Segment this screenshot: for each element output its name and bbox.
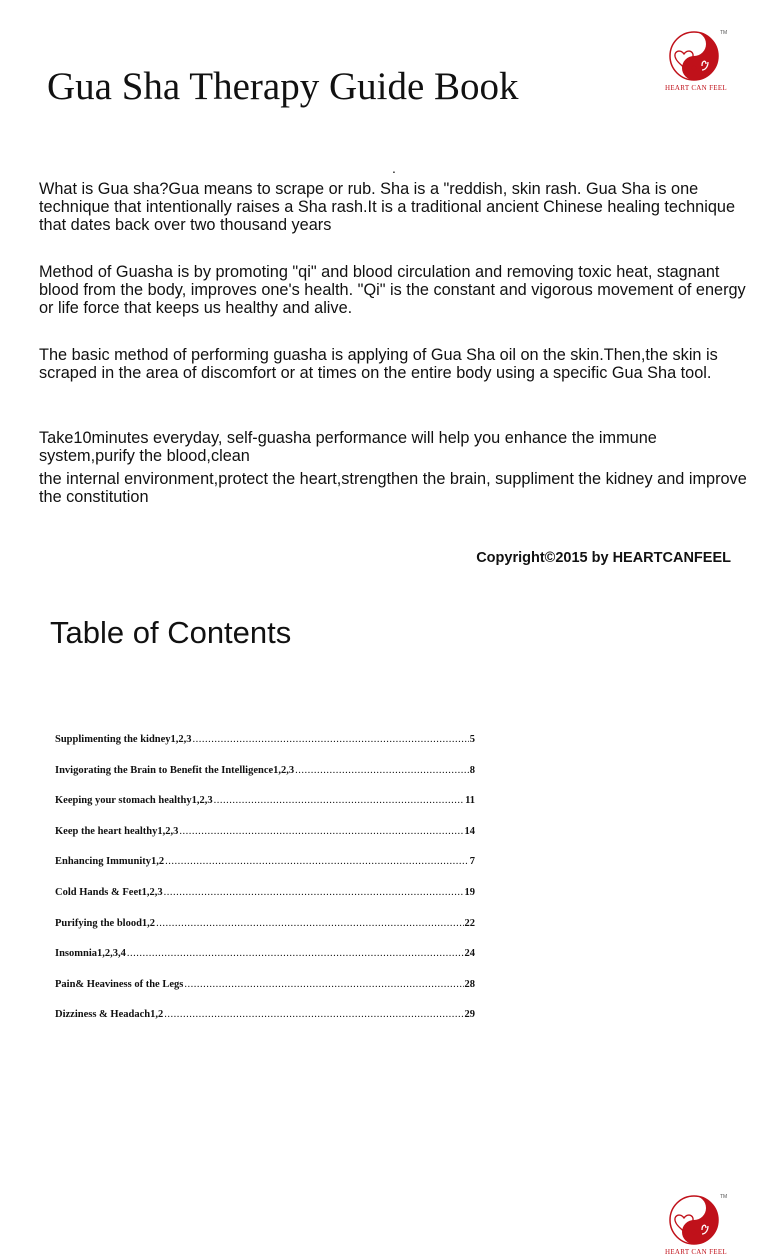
heart-can-feel-logo [656,26,736,92]
toc-leader-dots [184,979,463,990]
intro-paragraph-daily-practice: Take10minutes everyday, self-guasha performance will help you enhance the immune system,purify the blood,clean [39,429,657,466]
toc-entry-label: Invigorating the Brain to Benefit the Intelligence1,2,3 [55,764,295,776]
toc-entry-page: 28 [464,978,475,990]
page-title: Gua Sha Therapy Guide Book [47,65,519,108]
toc-entry-page: 14 [464,825,475,837]
yin-yang-heart-logo-icon [664,26,728,82]
toc-title: Table of Contents [50,615,292,650]
toc-leader-dots [164,1009,463,1020]
toc-entry-label: Purifying the blood1,2 [55,917,156,929]
guide-book-intro-page [0,0,768,590]
toc-leader-dots [214,795,464,806]
intro-paragraph-daily-practice-continued: the internal environment,protect the heart,strengthen the brain, suppliment the kidney and improve the constitution [39,470,747,507]
stray-dot: . [392,160,396,176]
intro-paragraph-method: Method of Guasha is by promoting "qi" and blood circulation and removing toxic heat, stagnant blood from the body, improves one's health. "Qi" is the constant and vigorous movement of energy or life force that keeps us healthy and alive. [39,263,746,318]
toc-entry-label: Insomnia1,2,3,4 [55,948,126,960]
toc-entry[interactable] [55,795,475,826]
toc-leader-dots [179,826,463,837]
toc-leader-dots [193,734,469,745]
toc-entry-page: 7 [469,856,475,868]
svg-text:TM: TM [720,1194,728,1200]
toc-list [55,734,475,1040]
toc-entry[interactable] [55,856,475,887]
toc-entry-page: 5 [469,734,475,745]
toc-entry-label: Dizziness & Headach1,2 [55,1009,164,1021]
copyright-notice: Copyright©2015 by HEARTCANFEEL [476,550,731,566]
toc-leader-dots [156,918,463,929]
logo-caption: HEART CAN FEEL [665,84,727,92]
intro-paragraph-what-is-gua-sha: What is Gua sha?Gua means to scrape or rub. Sha is a "reddish, skin rash. Gua Sha is one technique that intentionally raises a Sha rash.It is a traditional ancient Chinese healing technique that dates back over two thousand years [39,180,736,235]
toc-entry[interactable] [55,1009,475,1040]
toc-entry-label: Pain& Heaviness of the Legs [55,978,184,990]
toc-entry-page: 19 [464,886,475,898]
table-of-contents-page [0,590,768,1256]
toc-leader-dots [165,856,469,867]
toc-entry-page: 22 [464,917,475,929]
toc-entry[interactable] [55,826,475,857]
svg-text:TM: TM [720,30,728,36]
toc-entry-page: 11 [465,795,475,807]
toc-entry[interactable] [55,979,475,1010]
toc-entry[interactable] [55,734,475,765]
logo-caption: HEART CAN FEEL [665,1248,727,1256]
toc-entry[interactable] [55,887,475,918]
toc-entry-label: Enhancing Immunity1,2 [55,856,165,868]
toc-entry[interactable] [55,918,475,949]
toc-entry-label: Keeping your stomach healthy1,2,3 [55,795,213,807]
toc-entry-page: 29 [464,1009,475,1021]
toc-leader-dots [164,887,464,898]
toc-entry-label: Keep the heart healthy1,2,3 [55,825,179,837]
toc-entry[interactable] [55,948,475,979]
toc-entry-page: 8 [469,764,475,776]
yin-yang-heart-logo-icon [664,1190,728,1246]
heart-can-feel-logo [656,1190,736,1256]
toc-leader-dots [127,948,464,959]
toc-entry[interactable] [55,765,475,796]
toc-leader-dots [295,765,469,776]
toc-entry-label: Supplimenting the kidney1,2,3 [55,734,192,745]
intro-paragraph-basic-method: The basic method of performing guasha is applying of Gua Sha oil on the skin.Then,the skin is scraped in the area of discomfort or at times on the entire body using a specific Gua Sha tool. [39,346,718,383]
toc-entry-label: Cold Hands & Feet1,2,3 [55,886,163,898]
toc-entry-page: 24 [464,948,475,960]
